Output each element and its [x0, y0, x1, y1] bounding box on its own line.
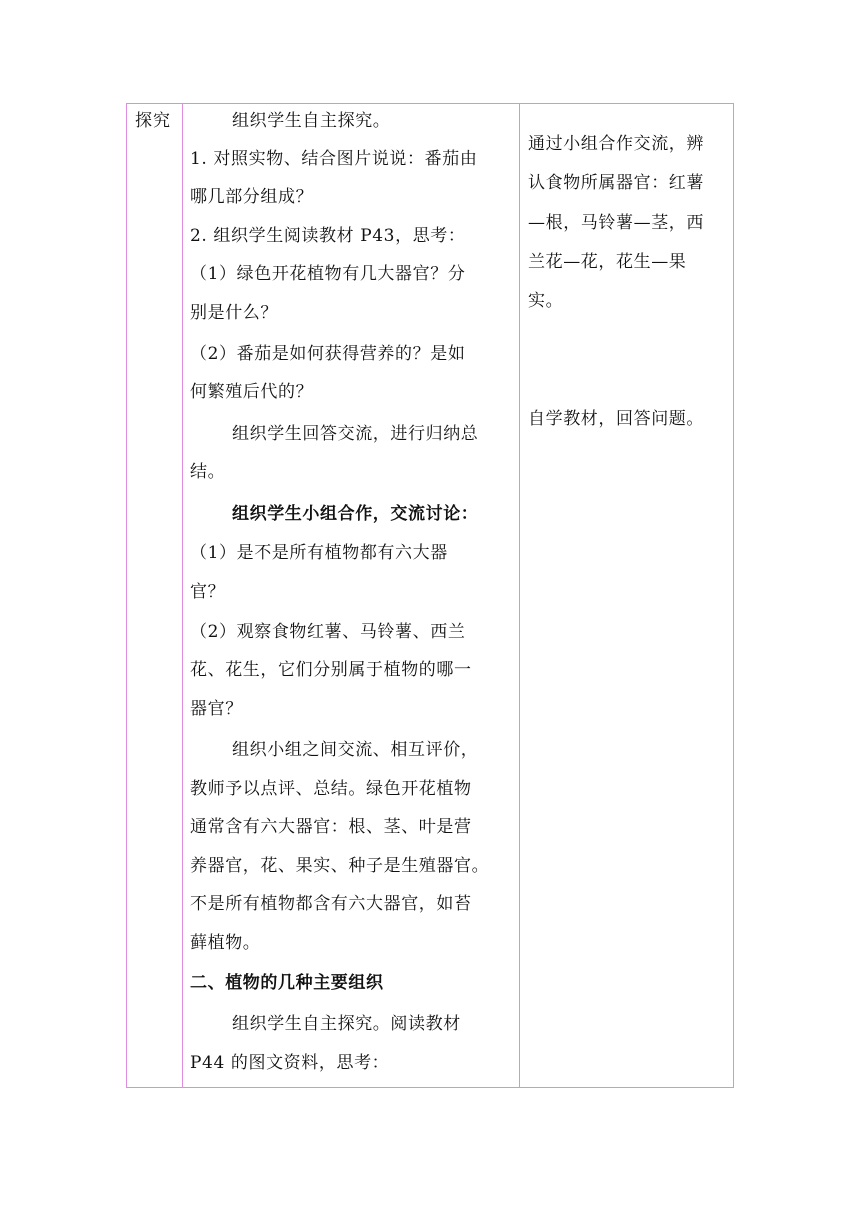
text-line: 哪几部分组成？ [190, 187, 314, 207]
text-line: 何繁殖后代的？ [190, 382, 314, 402]
text-line: （1）是不是所有植物都有六大器 [190, 543, 448, 563]
text-line: 组织学生小组合作，交流讨论： [232, 504, 479, 524]
text-line: 2. 组织学生阅读教材 P43，思考： [190, 226, 466, 246]
text-line: 组织学生回答交流，进行归纳总 [232, 424, 479, 444]
text-line: （2）观察食物红薯、马铃薯、西兰 [190, 622, 466, 642]
text-line: P44 的图文资料，思考： [190, 1053, 390, 1073]
text-line: 官？ [190, 582, 226, 602]
text-line: 养器官，花、果实、种子是生殖器官。 [190, 856, 490, 876]
lesson-table [126, 103, 734, 1088]
text-line: 通过小组合作交流，辨 [528, 134, 704, 154]
section-label: 探究 [135, 111, 171, 131]
text-line: 器官？ [190, 699, 243, 719]
text-line: 结。 [190, 462, 226, 482]
section-heading: 二、植物的几种主要组织 [190, 973, 384, 993]
text-line: 不是所有植物都含有六大器官，如苔 [190, 894, 472, 914]
text-line: （2）番茄是如何获得营养的？是如 [190, 344, 466, 364]
text-line: —根，马铃薯—茎，西 [528, 213, 704, 233]
column-divider [519, 104, 520, 1087]
text-line: 组织学生自主探究。阅读教材 [232, 1014, 461, 1034]
text-line: 1. 对照实物、结合图片说说：番茄由 [190, 149, 478, 169]
text-line: （1）绿色开花植物有几大器官？分 [190, 264, 466, 284]
text-line: 兰花—花，花生—果 [528, 252, 687, 272]
text-line: 认食物所属器官：红薯 [528, 173, 704, 193]
text-line: 组织学生自主探究。 [232, 111, 391, 131]
text-line: 实。 [528, 291, 564, 311]
text-line: 别是什么？ [190, 303, 278, 323]
text-line: 教师予以点评、总结。绿色开花植物 [190, 779, 472, 799]
text-line: 组织小组之间交流、相互评价， [232, 740, 479, 760]
column-divider [182, 104, 183, 1087]
text-line: 自学教材，回答问题。 [528, 409, 704, 429]
text-line: 花、花生，它们分别属于植物的哪一 [190, 660, 472, 680]
text-line: 通常含有六大器官：根、茎、叶是营 [190, 817, 472, 837]
text-line: 藓植物。 [190, 933, 261, 953]
